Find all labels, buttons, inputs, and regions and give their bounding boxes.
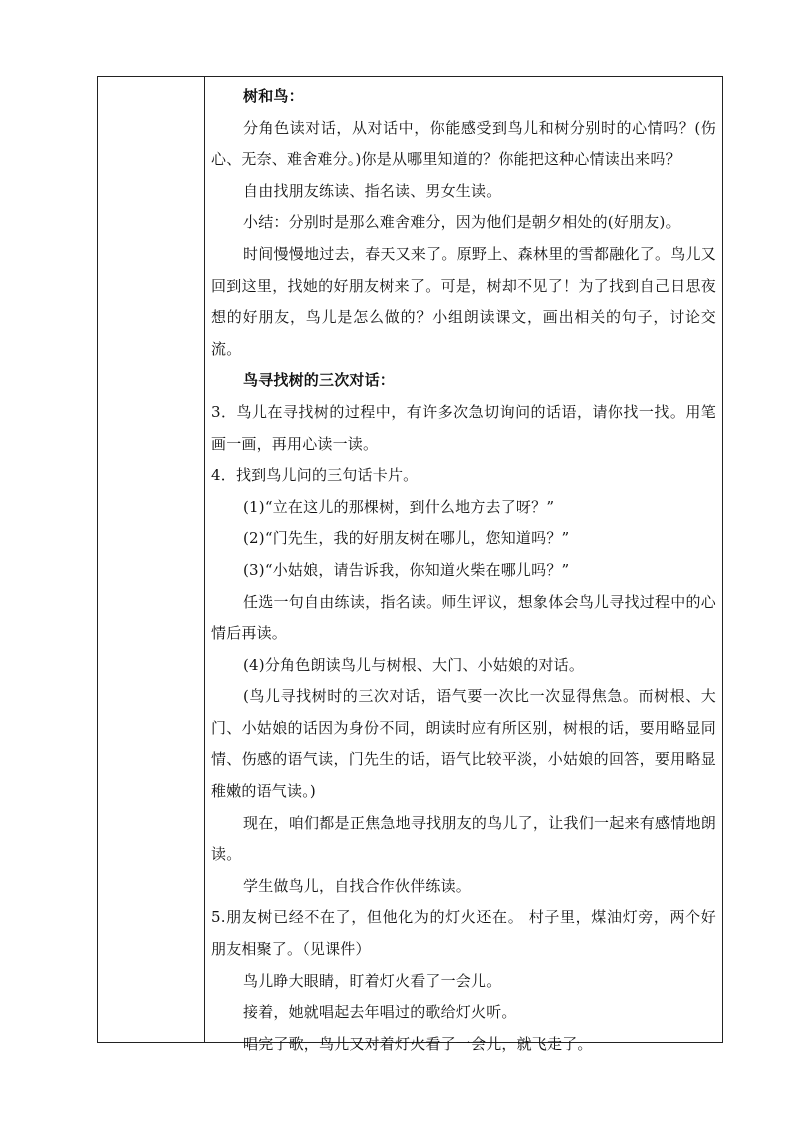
column-divider xyxy=(204,77,205,1042)
content-paragraph: 5.朋友树已经不在了，但他化为的灯火还在。 村子里，煤油灯旁，两个好朋友相聚了。（见课件） xyxy=(211,908,716,959)
lesson-table xyxy=(97,76,723,1053)
lesson-content-cell xyxy=(211,81,716,1060)
content-paragraph: 唱完了歌，鸟儿又对着灯火看了一会儿，就飞走了。 xyxy=(243,1034,593,1053)
content-paragraph: 鸟寻找树的三次对话： xyxy=(243,371,396,390)
content-paragraph: (4)分角色朗读鸟儿与树根、大门、小姑娘的对话。 xyxy=(243,655,585,674)
content-paragraph: 4．找到鸟儿问的三句话卡片。 xyxy=(211,466,419,485)
content-paragraph: 任选一句自由练读，指名读。师生评议，想象体会鸟儿寻找过程中的心情后再读。 xyxy=(211,592,716,643)
content-paragraph: 自由找朋友练读、指名读、男女生读。 xyxy=(243,181,502,200)
content-paragraph: 鸟儿睁大眼睛，盯着灯火看了一会儿。 xyxy=(243,971,502,990)
content-paragraph: 树和鸟： xyxy=(243,87,304,105)
content-paragraph: (2)“门先生，我的好朋友树在哪儿，您知道吗？” xyxy=(243,529,570,548)
content-paragraph: 分角色读对话，从对话中，你能感受到鸟儿和树分别时的心情吗？(伤心、无奈、难舍难分。)你是从哪里知道的？你能把这种心情读出来吗？ xyxy=(211,118,716,169)
content-paragraph: 学生做鸟儿，自找合作伙伴练读。 xyxy=(243,876,472,895)
content-paragraph: 时间慢慢地过去，春天又来了。原野上、森林里的雪都融化了。鸟儿又回到这里，找她的好朋友树来了。可是，树却不见了！为了找到自己日思夜想的好朋友，鸟儿是怎么做的？小组朗读课文，画出相关的句子，讨论交流。 xyxy=(211,244,716,358)
content-paragraph: (鸟儿寻找树时的三次对话，语气要一次比一次显得焦急。而树根、大门、小姑娘的话因为身份不同，朗读时应有所区别，树根的话，要用略显同情、伤感的语气读，门先生的话，语气比较平淡，小姑娘的回答，要用略显稚嫩的语气读。) xyxy=(211,687,716,801)
content-paragraph: 小结：分别时是那么难舍难分，因为他们是朝夕相处的(好朋友)。 xyxy=(243,213,681,232)
content-paragraph: (3)“小姑娘，请告诉我，你知道火柴在哪儿吗？” xyxy=(243,560,570,579)
content-paragraph: 3．鸟儿在寻找树的过程中，有许多次急切询问的话语，请你找一找。用笔画一画，再用心读一读。 xyxy=(211,402,716,453)
left-column-cell xyxy=(98,77,204,1042)
content-paragraph: (1)“立在这儿的那棵树，到什么地方去了呀？” xyxy=(243,497,555,516)
content-paragraph: 接着，她就唱起去年唱过的歌给灯火听。 xyxy=(243,1003,517,1022)
content-paragraph: 现在，咱们都是正焦急地寻找朋友的鸟儿了，让我们一起来有感情地朗读。 xyxy=(211,813,716,864)
